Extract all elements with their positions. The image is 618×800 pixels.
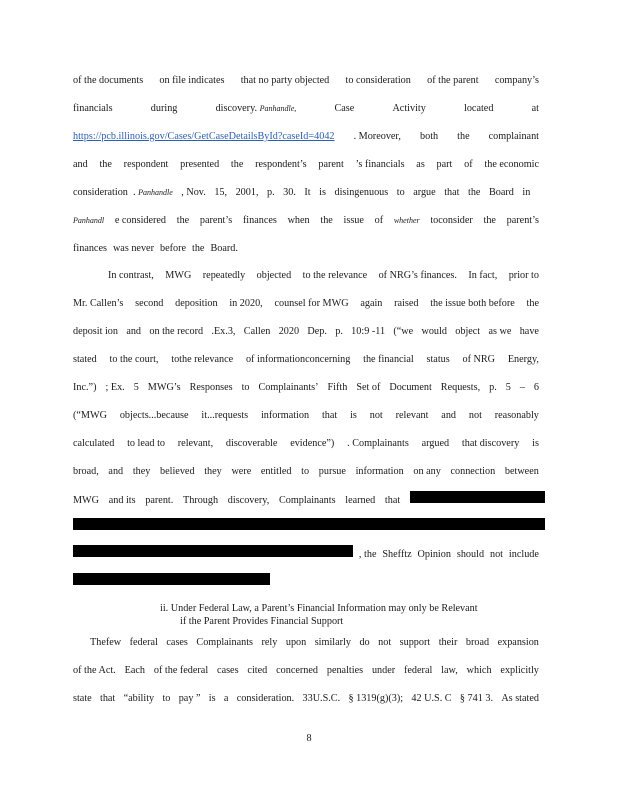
text: Each (124, 665, 145, 676)
text: prior to (508, 270, 539, 281)
text: disingenuous (334, 187, 389, 198)
text: cases (166, 637, 188, 648)
text: part (436, 159, 453, 170)
text: would (421, 326, 447, 337)
text: p. (335, 326, 343, 337)
text: finances (242, 215, 277, 226)
text: Board. (210, 243, 238, 254)
text: relevant, (177, 438, 214, 449)
text: to (396, 187, 405, 198)
text: not (489, 549, 503, 560)
page-number: 8 (306, 733, 312, 744)
text: financials (73, 103, 113, 114)
text: Fifth (327, 382, 348, 393)
text: in 2020, (229, 298, 263, 309)
section-heading (160, 602, 560, 628)
text: parent’s (506, 215, 539, 226)
text: consideration . Panhandle (73, 187, 173, 198)
text: – (519, 382, 525, 393)
text: Energy, (507, 354, 539, 365)
text: pay ” (178, 693, 201, 704)
text: when (287, 215, 310, 226)
text: between (504, 466, 539, 477)
p1-line5 (73, 186, 539, 200)
text: Dep. (307, 326, 327, 337)
text: the (457, 131, 470, 142)
case-name: Panhandle (138, 188, 173, 197)
text: raised (394, 298, 419, 309)
redaction-bar (73, 518, 545, 530)
text: was never (112, 243, 154, 254)
text: of NRG (462, 354, 496, 365)
text: As stated (501, 693, 539, 704)
text: of the parent (427, 75, 479, 86)
text: objects...because (119, 410, 189, 421)
text: in (522, 187, 531, 198)
p2-line10 (73, 518, 545, 532)
text: were (231, 466, 252, 477)
text: deposit ion (73, 326, 118, 337)
text: 5 (505, 382, 511, 393)
text: again (360, 298, 383, 309)
text: § 741 3. (459, 693, 494, 704)
text: penalties (326, 665, 364, 676)
text: Complainants’ (258, 382, 319, 393)
text: the (526, 298, 539, 309)
p2-line6 (73, 409, 539, 423)
p2-line3 (73, 325, 539, 339)
text: before (159, 243, 186, 254)
text: similarly (314, 637, 351, 648)
text: Complainants (278, 495, 336, 506)
p2-line9 (73, 491, 545, 505)
text: federal (404, 665, 433, 676)
text: connection (450, 466, 496, 477)
text: complainant (488, 131, 539, 142)
p3-line2 (73, 664, 539, 678)
text: that (321, 410, 338, 421)
text: state (73, 693, 92, 704)
text: that (444, 187, 460, 198)
text: that discovery (461, 438, 520, 449)
text: respondent’s (255, 159, 307, 170)
text: is (208, 693, 216, 704)
text: . Complainants (347, 438, 409, 449)
text: that (99, 693, 116, 704)
p2-line12 (73, 573, 539, 587)
text: 42 U.S. C (411, 693, 452, 704)
text: Board (488, 187, 514, 198)
text: Responses (189, 382, 233, 393)
text: ’s financials (355, 159, 405, 170)
text: 30. (283, 187, 296, 198)
text: argued (421, 438, 450, 449)
text: , Nov. (181, 187, 206, 198)
redaction-bar (73, 545, 353, 557)
text: the (230, 159, 244, 170)
text: rely (261, 637, 278, 648)
text: is (532, 438, 539, 449)
text: expansion (497, 637, 539, 648)
text: MWG (73, 495, 100, 506)
text: which (466, 665, 492, 676)
heading-line: ii. Under Federal Law, a Parent’s Financial Information may only be Relevant (160, 603, 478, 614)
text: learned (345, 495, 376, 506)
text: relevant (395, 410, 429, 421)
text: deposition (175, 298, 218, 309)
text: “ability (123, 693, 155, 704)
text: the (99, 159, 112, 170)
text: Opinion (417, 549, 451, 560)
text: information (260, 410, 310, 421)
text: both (420, 131, 439, 142)
text: cases (217, 665, 239, 676)
text: calculated (73, 438, 115, 449)
text: § 1319(g)(3); (348, 693, 404, 704)
text: status (426, 354, 450, 365)
text: and (126, 326, 142, 337)
text: a (223, 693, 229, 704)
text: to (241, 382, 250, 393)
text: second (135, 298, 164, 309)
text: the (320, 215, 333, 226)
text: to (162, 693, 171, 704)
p2-line4 (73, 353, 539, 367)
text: of the documents (73, 75, 144, 86)
text: information (355, 466, 404, 477)
text: have (519, 326, 539, 337)
text: believed (160, 466, 195, 477)
text: e considered (114, 215, 167, 226)
text: they (132, 466, 151, 477)
text: issue (343, 215, 364, 226)
text: and (441, 410, 457, 421)
text: 2001, (235, 187, 259, 198)
text: to consideration (345, 75, 411, 86)
text: company’s (494, 75, 539, 86)
text: reasonably (494, 410, 539, 421)
text: not (369, 410, 383, 421)
p2-line1 (108, 269, 539, 283)
text: In fact, (468, 270, 498, 281)
text: broad, (73, 466, 99, 477)
text: respondent (123, 159, 169, 170)
text: Set of (356, 382, 381, 393)
text: MWG (165, 270, 192, 281)
p1-line4 (73, 158, 539, 172)
p1-line6 (73, 214, 539, 228)
text: the (483, 215, 496, 226)
p3-line1 (90, 636, 539, 650)
text: do (359, 637, 370, 648)
p2-line2 (73, 297, 539, 311)
text: argue (413, 187, 436, 198)
redaction-bar (73, 573, 270, 585)
text: 2020 (278, 326, 300, 337)
text: 5 (133, 382, 139, 393)
text: their (438, 637, 458, 648)
text: 6 (533, 382, 539, 393)
text: p. (267, 187, 275, 198)
text: objected (256, 270, 292, 281)
case-name: Panhandle, (259, 104, 297, 113)
redaction-bar (410, 491, 545, 503)
text: they (204, 466, 222, 477)
text: and (108, 466, 124, 477)
text: Activity (392, 103, 426, 114)
p1-line2 (73, 102, 539, 116)
text: not (378, 637, 392, 648)
text: to the relevance (302, 270, 368, 281)
text: stated (73, 354, 97, 365)
text: entitled (260, 466, 292, 477)
text: parent. (145, 495, 174, 506)
text: discovery, (227, 495, 270, 506)
text: tothe relevance (171, 354, 234, 365)
text: object (455, 326, 481, 337)
text: the financial (363, 354, 414, 365)
text: (“MWG (73, 410, 107, 421)
text: 10:9 -11 (351, 326, 386, 337)
text: cited (247, 665, 268, 676)
p2-line7 (73, 437, 539, 451)
text: of the Act. (73, 665, 116, 676)
text: explicitly (500, 665, 539, 676)
text: Case (334, 103, 355, 114)
text: located (464, 103, 494, 114)
text: pursue (318, 466, 346, 477)
text: Thefew (90, 637, 122, 648)
text: of the federal (153, 665, 209, 676)
text: on the record (149, 326, 204, 337)
text: finances (73, 243, 107, 254)
text: Document (389, 382, 432, 393)
text: to the court, (109, 354, 159, 365)
text: (“we (393, 326, 414, 337)
p1-line7 (73, 242, 539, 256)
text: should (456, 549, 485, 560)
text: as we (488, 326, 512, 337)
text: evidence”) (290, 438, 335, 449)
text: of (374, 215, 384, 226)
text: Through (183, 495, 219, 506)
text: discoverable (225, 438, 278, 449)
text: of (464, 159, 473, 170)
whether-italic: whether (393, 216, 420, 225)
text: the issue both before (430, 298, 515, 309)
text: is (350, 410, 357, 421)
text: the (176, 215, 190, 226)
text: broad (465, 637, 490, 648)
p1-line1 (73, 74, 539, 88)
text: parent (318, 159, 344, 170)
text: In contrast, (108, 270, 154, 281)
text: that (384, 495, 401, 506)
text: under (371, 665, 396, 676)
text: the (192, 243, 205, 254)
text: the (467, 187, 481, 198)
text: upon (285, 637, 307, 648)
text: parent’s (199, 215, 233, 226)
text: Inc.”) (73, 382, 97, 393)
p2-line11 (73, 545, 539, 559)
text: and its (108, 495, 136, 506)
case-name: Panhandl (73, 216, 105, 225)
text: and (73, 159, 88, 170)
case-activity-link[interactable]: https://pcb.illinois.gov/Cases/GetCaseDetailsById?caseId=4042 (73, 131, 335, 142)
text: 33U.S.C. (302, 693, 341, 704)
text: .Ex.3, (211, 326, 236, 337)
text: is (319, 187, 326, 198)
text: ; Ex. (105, 382, 125, 393)
text: not (468, 410, 482, 421)
text: Requests, (440, 382, 481, 393)
text: concerned (276, 665, 318, 676)
text: . Moreover, (353, 131, 401, 142)
text: toconsider (430, 215, 473, 226)
text: Complainants (196, 637, 253, 648)
text: of NRG’s finances. (378, 270, 457, 281)
text: Mr. Callen’s (73, 298, 124, 309)
text: the economic (484, 159, 539, 170)
text: 15, (214, 187, 228, 198)
text: discovery. Panhandle, (215, 103, 297, 114)
text: it...requests (201, 410, 249, 421)
text: that no party objected (240, 75, 330, 86)
text: on file indicates (159, 75, 225, 86)
text: at (531, 103, 539, 114)
p2-line8 (73, 465, 539, 479)
p2-line5 (73, 381, 539, 395)
text: counsel for MWG (274, 298, 349, 309)
text: p. (489, 382, 497, 393)
text: , the (358, 549, 377, 560)
text: presented (180, 159, 220, 170)
text: repeatedly (202, 270, 246, 281)
p3-line3 (73, 692, 539, 706)
text: Shefftz (382, 549, 412, 560)
p1-line3 (73, 130, 539, 144)
text: of informationconcerning (245, 354, 351, 365)
text: law, (441, 665, 458, 676)
text: Callen (243, 326, 271, 337)
text: support (399, 637, 431, 648)
text: consideration. (236, 693, 295, 704)
text: MWG’s (147, 382, 181, 393)
text: to (301, 466, 310, 477)
text: It (304, 187, 311, 198)
heading-line: if the Parent Provides Financial Support (180, 616, 344, 627)
text: to lead to (127, 438, 165, 449)
text: include (508, 549, 539, 560)
text: during (150, 103, 178, 114)
text: as (416, 159, 425, 170)
text: federal (129, 637, 158, 648)
text: on any (413, 466, 441, 477)
